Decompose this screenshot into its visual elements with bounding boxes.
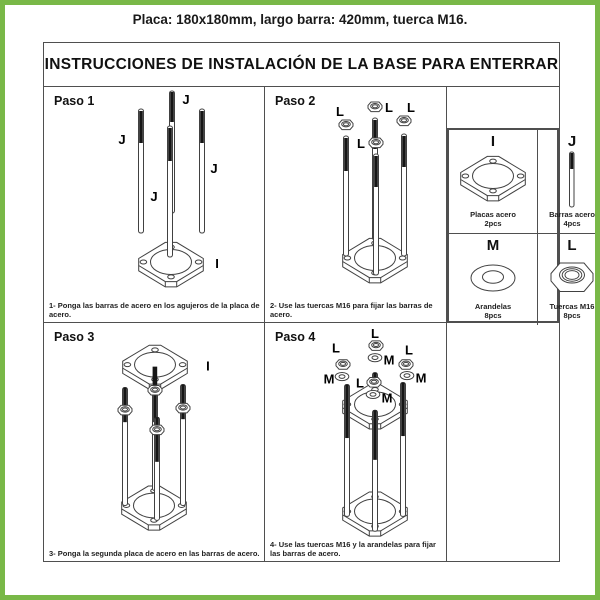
step-panel-2 — [265, 87, 447, 323]
steel-bar-drawing — [139, 109, 144, 233]
bar-label: J — [210, 161, 218, 176]
nut-drawing — [367, 378, 381, 388]
step-panel-4 — [265, 323, 447, 561]
plate-label: I — [215, 256, 219, 271]
nut-label: L — [332, 340, 340, 356]
nut-drawing — [118, 405, 132, 415]
bar-label: J — [118, 132, 126, 147]
nut-label: L — [405, 342, 413, 358]
instructions-header: INSTRUCCIONES DE INSTALACIÓN DE LA BASE PARA ENTERRAR — [44, 43, 559, 87]
nut-drawing — [176, 403, 190, 413]
legend-qty-bars: 4pcs — [563, 219, 581, 229]
washer-label: M — [323, 371, 335, 387]
legend-qty-nuts: 8pcs — [563, 311, 581, 321]
step-4-label: Paso 4 — [275, 330, 316, 344]
step-4-caption: 4- Use las tuercas M16 y la arandelas para fijar las barras de acero. — [270, 540, 436, 558]
step-3-drawing — [44, 323, 264, 561]
parts-legend-table — [447, 128, 595, 323]
step-1-caption: 1- Ponga las barras de acero en los agujeros de la placa de acero. — [49, 301, 260, 319]
steel-bar-drawing — [168, 126, 173, 257]
bar-label: J — [182, 92, 190, 107]
instructions-table — [43, 42, 595, 562]
step-panel-3 — [44, 323, 265, 561]
nut-drawing — [369, 138, 383, 148]
step-2-label: Paso 2 — [275, 94, 316, 108]
parts-column — [447, 87, 595, 561]
plate-icon — [451, 150, 535, 210]
steel-bar-drawing — [374, 154, 379, 275]
washer-drawing — [400, 371, 414, 379]
steel-bar-drawing — [200, 109, 205, 233]
page-title: Placa: 180x180mm, largo barra: 420mm, tuerca M16. — [132, 12, 468, 27]
washer-label: M — [381, 390, 393, 406]
nut-drawing — [336, 360, 350, 370]
step-3-label: Paso 3 — [54, 330, 95, 344]
washer-drawing — [366, 390, 380, 398]
legend-letter-bars: J — [567, 133, 577, 150]
nut-label: L — [407, 100, 415, 115]
nut-label: L — [336, 104, 344, 119]
nut-label: L — [371, 325, 379, 341]
step-1-drawing — [44, 87, 264, 322]
nut-label: L — [356, 375, 364, 391]
nut-label: L — [357, 136, 365, 151]
legend-letter-nuts: L — [567, 236, 577, 254]
legend-qty-washers: 8pcs — [484, 311, 502, 321]
bar-label: J — [150, 189, 158, 204]
steel-bar-drawing — [345, 384, 350, 516]
washer-drawing — [335, 372, 349, 380]
nut-drawing — [368, 102, 382, 112]
step-4-drawing — [265, 323, 446, 561]
steel-bar-drawing — [181, 384, 186, 505]
nut-drawing — [369, 341, 383, 351]
nut-drawing — [339, 120, 353, 130]
steel-bar-drawing — [344, 136, 349, 256]
legend-name-nuts: Tuercas M16 — [549, 301, 595, 311]
nut-drawing — [397, 116, 411, 126]
bar-tip-drawing — [153, 367, 158, 385]
nut-drawing — [148, 385, 162, 395]
nut-icon — [540, 254, 600, 302]
instructions-body — [44, 87, 595, 561]
nut-label: L — [385, 100, 393, 115]
plate-label: I — [206, 358, 210, 374]
step-2-caption: 2- Use las tuercas M16 para fijar las barras de acero. — [270, 301, 433, 319]
legend-cell-plates — [449, 130, 538, 234]
legend-cell-washers — [449, 234, 538, 325]
nut-drawing — [150, 425, 164, 435]
washer-label: M — [383, 352, 395, 368]
step-panel-1 — [44, 87, 265, 323]
legend-name-bars: Barras acero — [549, 210, 595, 219]
legend-letter-washers: M — [486, 236, 500, 254]
nut-drawing — [399, 360, 413, 370]
step-1-label: Paso 1 — [54, 94, 95, 108]
legend-cell-bars — [538, 130, 600, 234]
steel-bar-drawing — [402, 134, 407, 256]
legend-name-washers: Arandelas — [474, 301, 512, 311]
bar-icon — [561, 150, 583, 210]
washer-icon — [461, 254, 525, 302]
washer-drawing — [368, 354, 382, 362]
legend-name-plates: Placas acero — [470, 210, 516, 219]
washer-label: M — [415, 370, 427, 386]
steel-bar-drawing — [373, 410, 378, 531]
legend-letter-plates: I — [490, 133, 496, 150]
step-3-caption: 3- Ponga la segunda placa de acero en las barras de acero. — [49, 549, 260, 558]
legend-qty-plates: 2pcs — [484, 219, 502, 229]
step-2-drawing — [265, 87, 446, 322]
legend-cell-nuts — [538, 234, 600, 325]
steel-bar-drawing — [401, 383, 406, 517]
